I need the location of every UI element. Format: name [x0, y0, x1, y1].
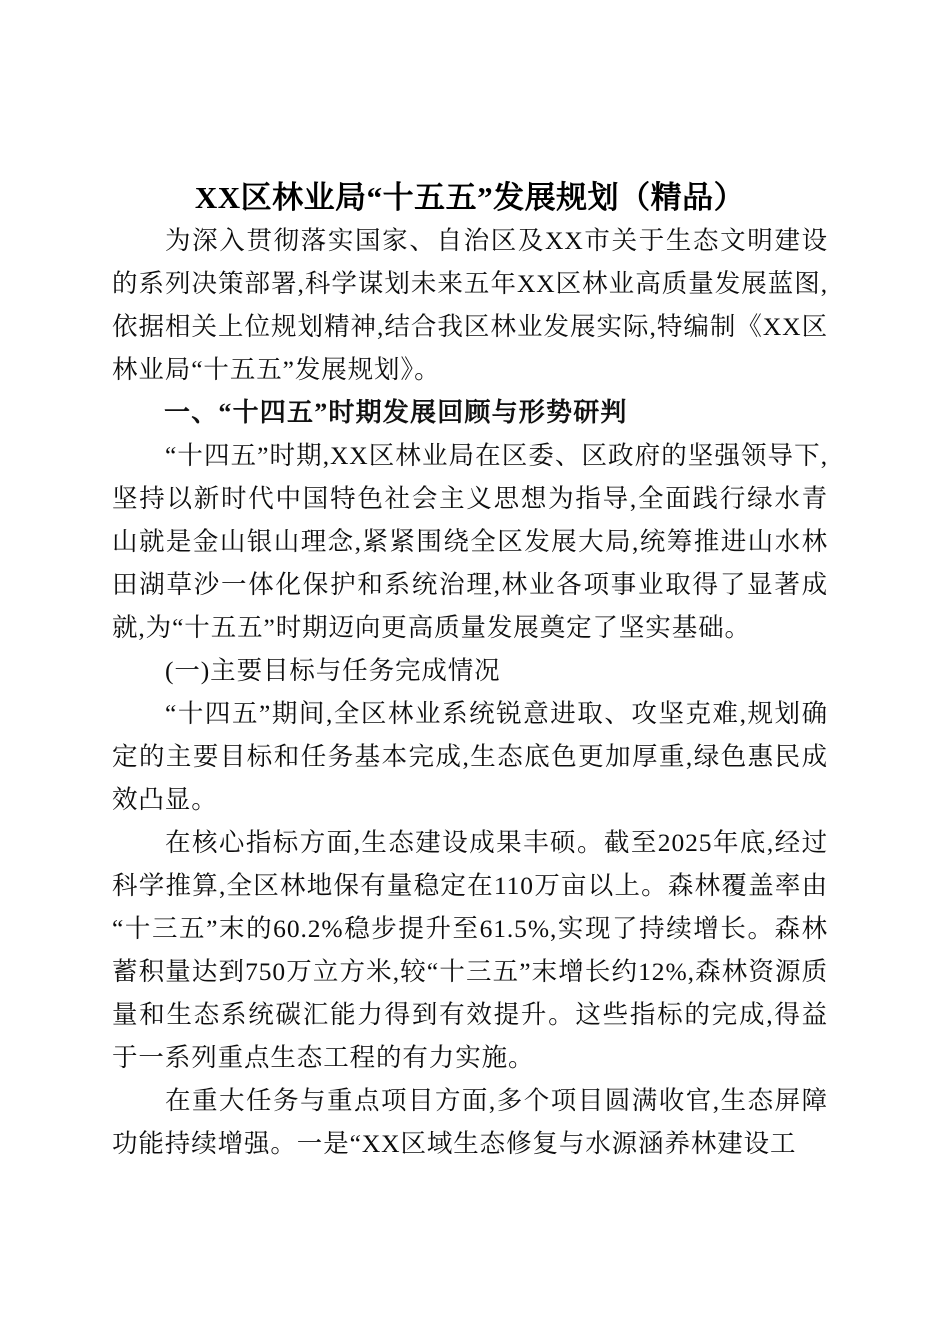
subsection-one-paragraph: “十四五”期间,全区林业系统锐意进取、攻坚克难,规划确定的主要目标和任务基本完成,生态底色更加厚重,绿色惠民成效凸显。	[112, 699, 828, 814]
page-title: XX区林业局“十五五”发展规划（精品）	[194, 180, 746, 215]
major-projects-paragraph: 在重大任务与重点项目方面,多个项目圆满收官,生态屏障功能持续增强。一是“XX区域生态修复与水源涵养林建设工	[112, 1086, 828, 1158]
intro-paragraph: 为深入贯彻落实国家、自治区及XX市关于生态文明建设的系列决策部署,科学谋划未来五年XX区林业高质量发展蓝图,依据相关上位规划精神,结合我区林业发展实际,特编制《XX区林业局“十五五”发展规划》。	[112, 226, 828, 384]
section-one-paragraph: “十四五”时期,XX区林业局在区委、区政府的坚强领导下,坚持以新时代中国特色社会主义思想为指导,全面践行绿水青山就是金山银山理念,紧紧围绕全区发展大局,统筹推进山水林田湖草沙一体化保护和系统治理,林业各项事业取得了显著成就,为“十五五”时期迈向更高质量发展奠定了坚实基础。	[112, 441, 828, 642]
document-content	[112, 0, 828, 1165]
core-indicators-paragraph: 在核心指标方面,生态建设成果丰硕。截至2025年底,经过科学推算,全区林地保有量稳定在110万亩以上。森林覆盖率由“十三五”末的60.2%稳步提升至61.5%,实现了持续增长。森林蓄积量达到750万立方米,较“十三五”末增长约12%,森林资源质量和生态系统碳汇能力得到有效提升。这些指标的完成,得益于一系列重点生态工程的有力实施。	[112, 828, 828, 1072]
section-heading-one: 一、“十四五”时期发展回顾与形势研判	[164, 398, 628, 427]
subsection-heading-one: (一)主要目标与任务完成情况	[165, 656, 501, 685]
